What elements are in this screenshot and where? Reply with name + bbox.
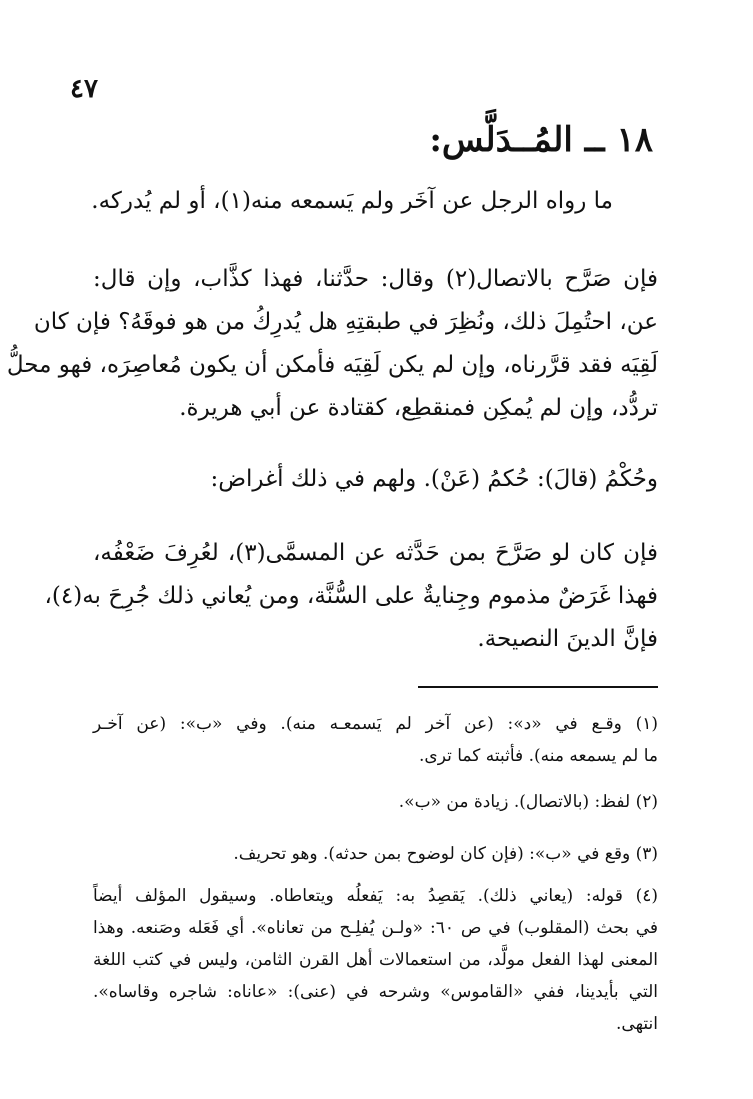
- text-line: لَقِيَه فقد قرَّرناه، وإن لم يكن لَقِيَه فأمكن أن يكون مُعاصِرَه، فهو محلُّ: [6, 352, 658, 378]
- text-line: وحُكْمُ (قالَ): حُكمُ (عَنْ). ولهم في ذلك أغراض:: [210, 466, 658, 492]
- paragraph-purposes: [44, 532, 658, 661]
- footnote-line: (٣) وقع في «ب»: (فإن كان لوضوح بمن حدثه). وهو تحريف.: [233, 844, 658, 864]
- page-number: ٤٧: [70, 74, 98, 104]
- footnote-1: [93, 708, 658, 772]
- text-line: فإن صَرَّح بالاتصال(٢) وقال: حدَّثنا، فهذا كذَّاب، وإن قال:: [93, 266, 658, 292]
- paragraph-definition: [93, 180, 613, 223]
- paragraph-ruling: [6, 258, 658, 430]
- footnote-line: ما لم يسمعه منه). فأثبته كما ترى.: [419, 746, 658, 766]
- text-line: فإن كان لو صَرَّحَ بمن حَدَّثه عن المسمَّى(٣)، لعُرِفَ ضَعْفُه،: [93, 540, 658, 566]
- footnote-divider: [418, 686, 658, 688]
- footnote-line: المعنى لهذا الفعل مولَّد، من استعمالات أهل القرن الثامن، وليس في كتب اللغة: [93, 950, 658, 970]
- text-line: عن، احتُمِلَ ذلك، ونُظِرَ في طبقتِهِ هل يُدرِكُ من هو فوقَهُ؟ فإن كان: [33, 309, 658, 335]
- footnote-2: [93, 786, 658, 818]
- section-heading: ١٨ ــ المُــدَلَّس:: [429, 120, 653, 160]
- text-line: ما رواه الرجل عن آخَر ولم يَسمعه منه(١)، أو لم يُدركه.: [91, 188, 613, 214]
- footnote-line: (١) وقـع في «د»: (عن آخر لم يَسمعـه منه). وفي «ب»: (عن آخـر: [93, 714, 658, 734]
- footnote-line: التي بأيدينا، ففي «القاموس» وشرحه في (عنى): «عاناه: شاجره وقاساه». انتهى.: [93, 982, 658, 1034]
- text-line: تردُّد، وإن لم يُمكِن فمنقطِع، كقتادة عن أبي هريرة.: [179, 395, 658, 421]
- text-line: فإنَّ الدينَ النصيحة.: [477, 626, 658, 652]
- text-line: فهذا غَرَضٌ مذموم وجِنايةٌ على السُّنَّة، ومن يُعاني ذلك جُرِحَ به(٤)،: [44, 583, 658, 609]
- paragraph-qala-ruling: [178, 458, 658, 501]
- footnote-3: [93, 838, 658, 870]
- footnote-4: [93, 880, 658, 1040]
- footnote-line: (٤) قوله: (يعاني ذلك). يَقصِدُ به: يَفعلُه ويتعاطاه. وسيقول المؤلف أيضاً: [93, 886, 658, 906]
- footnote-line: (٢) لفظ: (بالاتصال). زيادة من «ب».: [398, 792, 658, 812]
- footnote-line: في بحث (المقلوب) في ص ٦٠: «ولـن يُفلِـح من تعاناه». أي فَعَله وصَنعه. وهذا: [93, 918, 658, 938]
